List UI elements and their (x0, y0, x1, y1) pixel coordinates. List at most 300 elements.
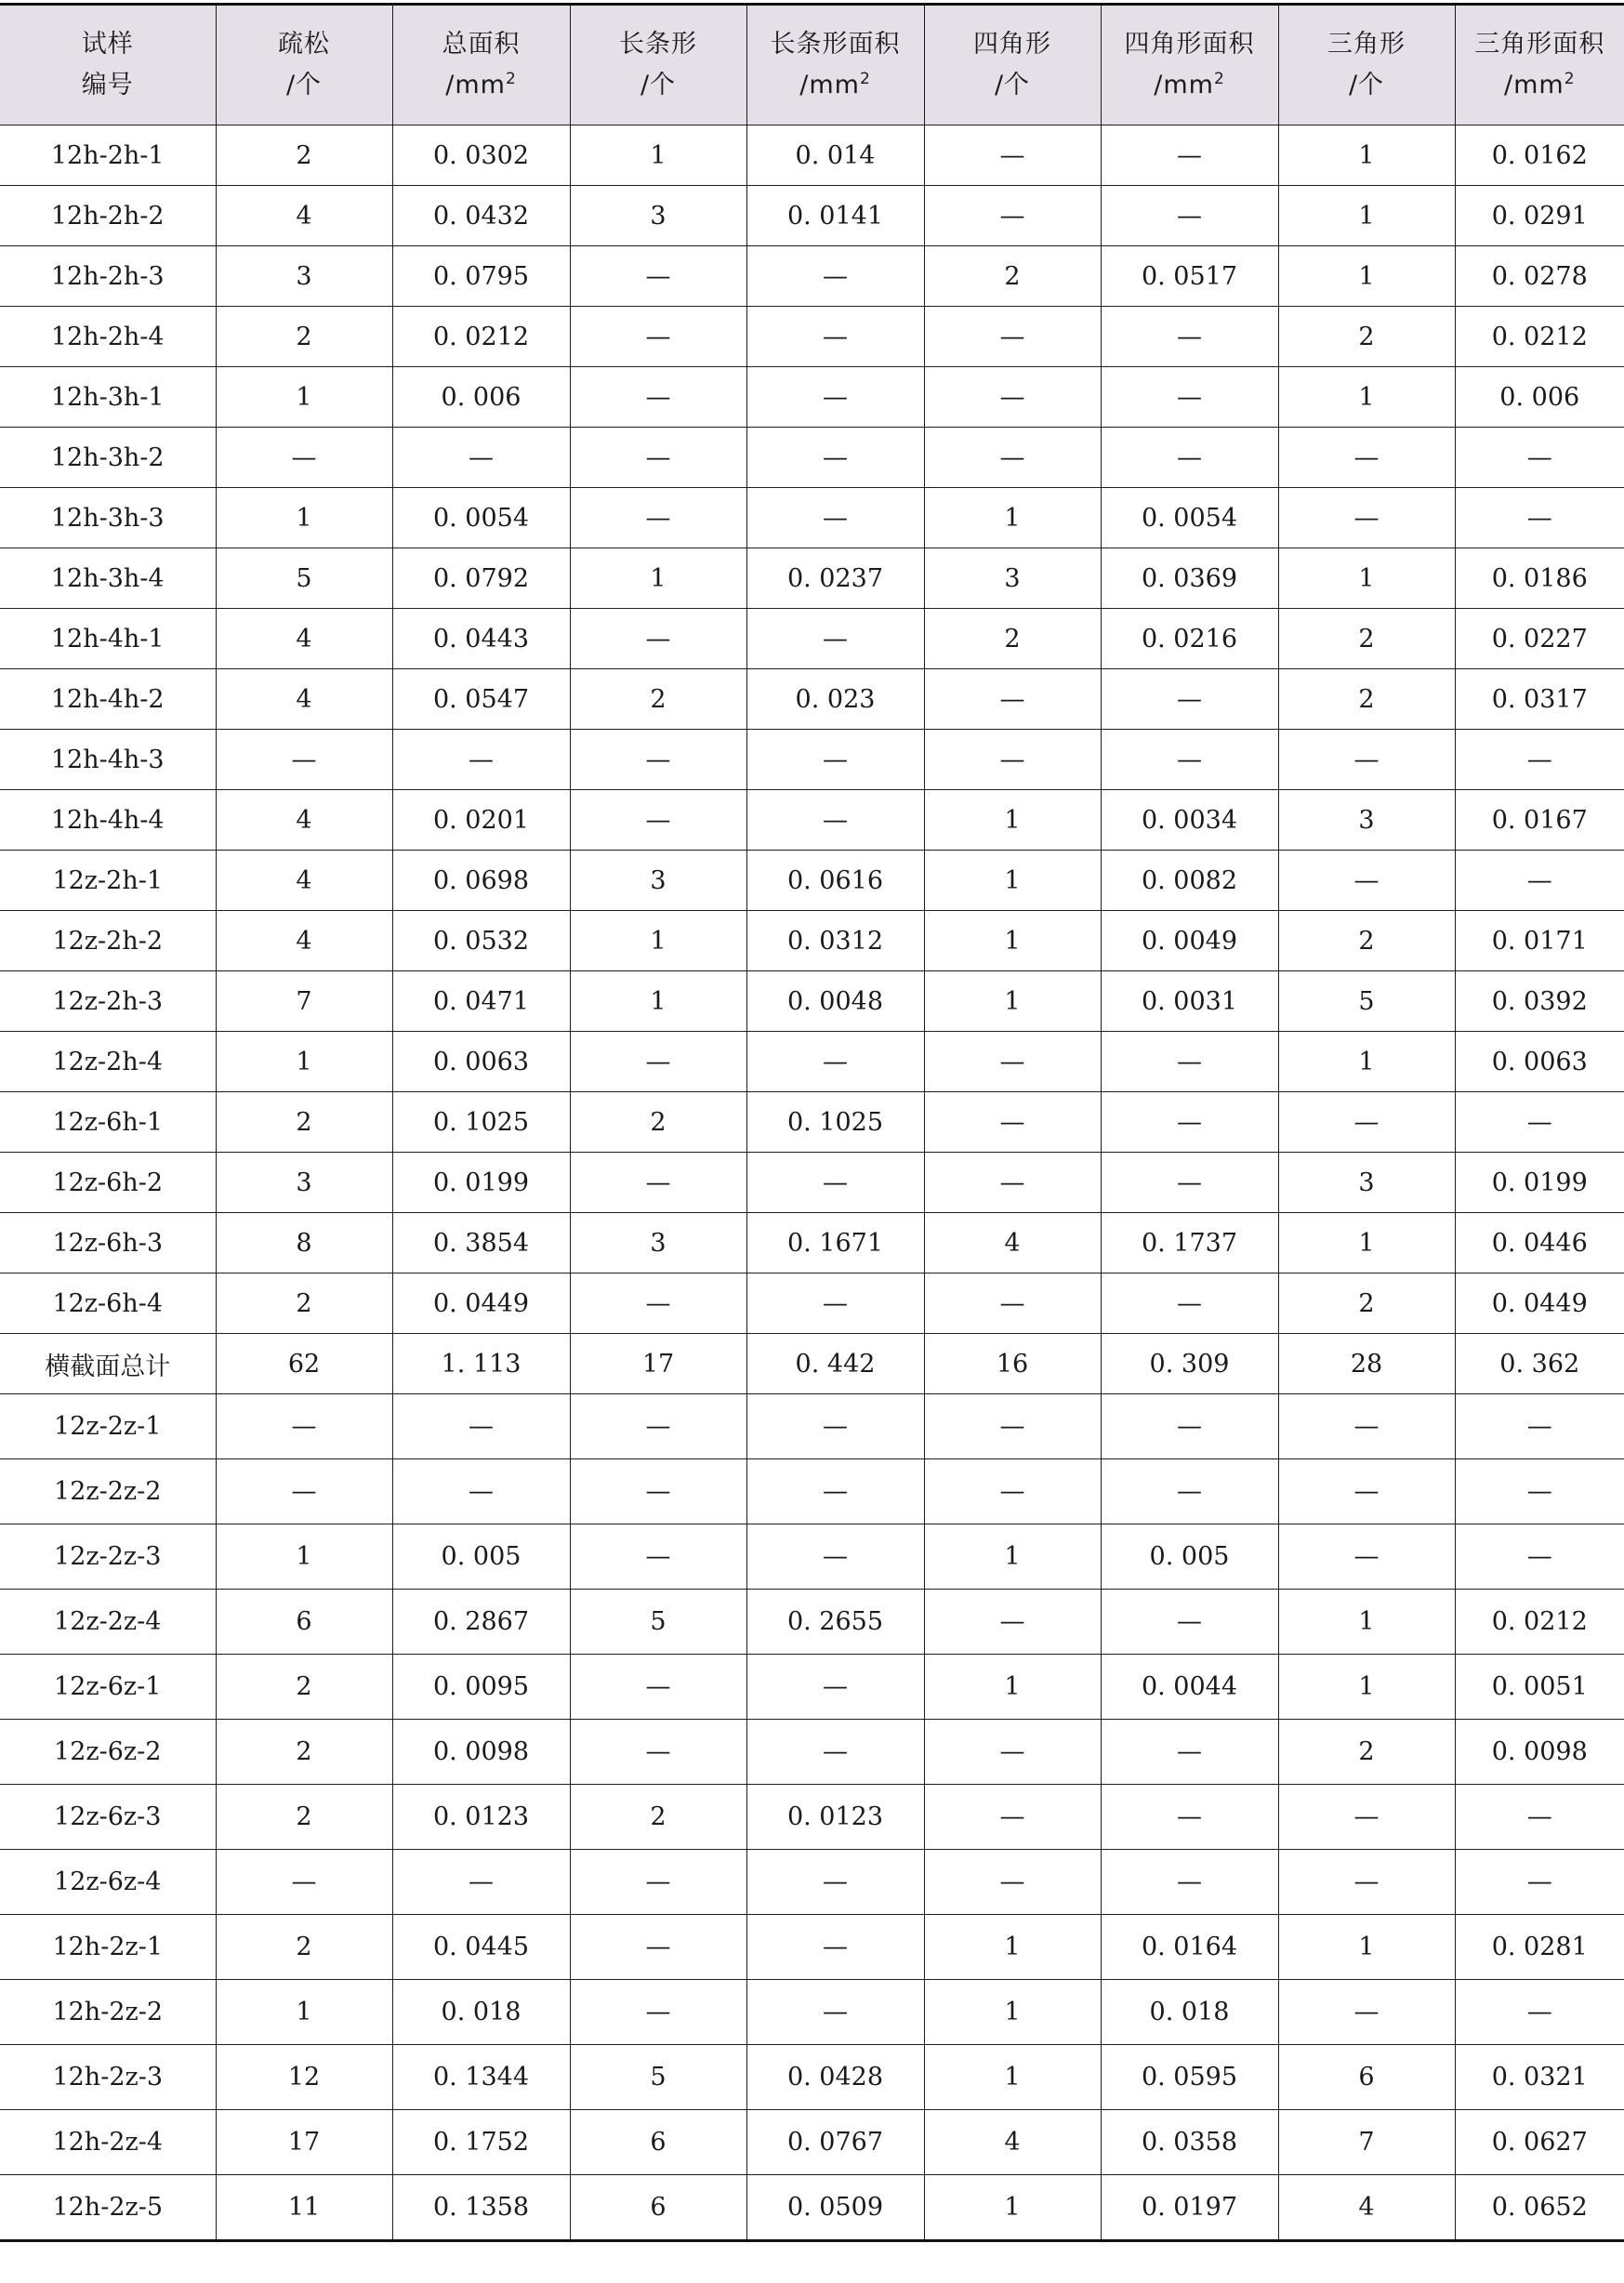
cell-strip-area: — (746, 1524, 924, 1590)
cell-strip-count: — (570, 1153, 746, 1213)
header-line1: 疏松 (278, 30, 330, 59)
cell-sample-id: 12h-2z-3 (0, 2045, 216, 2110)
header-unit: /mm (799, 71, 860, 99)
cell-tri-count: 2 (1278, 609, 1455, 669)
cell-strip-count: 3 (570, 186, 746, 246)
cell-quad-area: 0. 0054 (1101, 488, 1278, 548)
cell-sample-id: 12h-2z-2 (0, 1980, 216, 2045)
cell-tri-area: 0. 0167 (1455, 790, 1624, 851)
cell-porosity-count: — (216, 1459, 392, 1524)
header-tri-count (1278, 5, 1455, 125)
cell-strip-count: — (570, 307, 746, 367)
cell-strip-count: — (570, 730, 746, 790)
header-unit: /个 (640, 71, 677, 99)
table-row (0, 548, 1624, 609)
cell-sample-id: 12z-2z-4 (0, 1590, 216, 1655)
cell-strip-area: — (746, 1720, 924, 1785)
cell-tri-count: — (1278, 1524, 1455, 1590)
cell-strip-count: 17 (570, 1334, 746, 1394)
cell-total-area: — (392, 428, 570, 488)
cell-sample-id: 12z-6h-4 (0, 1273, 216, 1334)
cell-total-area: 0. 0449 (392, 1273, 570, 1334)
cell-strip-count: — (570, 1850, 746, 1915)
cell-quad-count: 3 (924, 548, 1101, 609)
cell-sample-id: 12z-6z-1 (0, 1655, 216, 1720)
cell-strip-area: — (746, 428, 924, 488)
table-row (0, 186, 1624, 246)
cell-strip-count: — (570, 1720, 746, 1785)
cell-quad-area: 0. 0595 (1101, 2045, 1278, 2110)
cell-tri-area: — (1455, 1394, 1624, 1459)
header-unit: 编号 (81, 71, 134, 99)
cell-strip-area: 0. 0141 (746, 186, 924, 246)
cell-quad-count: 4 (924, 1213, 1101, 1273)
header-line1: 四角形面积 (1124, 30, 1255, 59)
cell-quad-area: 0. 0369 (1101, 548, 1278, 609)
table-row (0, 1655, 1624, 1720)
cell-sample-id: 12h-3h-4 (0, 548, 216, 609)
cell-quad-area: — (1101, 428, 1278, 488)
cell-strip-area: — (746, 730, 924, 790)
cell-tri-count: 1 (1278, 367, 1455, 428)
cell-porosity-count: 4 (216, 790, 392, 851)
cell-strip-area: — (746, 488, 924, 548)
cell-sample-id: 12h-4h-2 (0, 669, 216, 730)
table-row (0, 971, 1624, 1032)
cell-quad-area: — (1101, 1273, 1278, 1334)
cell-porosity-count: 1 (216, 1032, 392, 1092)
cell-porosity-count: 4 (216, 851, 392, 911)
cell-quad-area: 0. 0044 (1101, 1655, 1278, 1720)
header-line2 (1279, 65, 1455, 106)
header-unit-exponent: 2 (1564, 70, 1576, 88)
table-row (0, 1213, 1624, 1273)
cell-porosity-count: 4 (216, 911, 392, 971)
cell-quad-area: — (1101, 669, 1278, 730)
cell-porosity-count: 1 (216, 367, 392, 428)
cell-strip-area: — (746, 1915, 924, 1980)
cell-porosity-count: 4 (216, 609, 392, 669)
cell-strip-count: — (570, 1032, 746, 1092)
header-line1: 长条形面积 (770, 30, 901, 59)
cell-quad-area: — (1101, 1092, 1278, 1153)
cell-tri-area: 0. 0627 (1455, 2110, 1624, 2175)
cell-total-area: 0. 0063 (392, 1032, 570, 1092)
cell-tri-area: 0. 0278 (1455, 246, 1624, 307)
cell-quad-area: 0. 0216 (1101, 609, 1278, 669)
cell-quad-count: 16 (924, 1334, 1101, 1394)
cell-total-area: 0. 0098 (392, 1720, 570, 1785)
cell-quad-count: 1 (924, 1655, 1101, 1720)
cell-strip-area: — (746, 1032, 924, 1092)
cell-total-area: 0. 0471 (392, 971, 570, 1032)
cell-sample-id: 12h-3h-3 (0, 488, 216, 548)
cell-tri-count: — (1278, 1459, 1455, 1524)
cell-total-area: — (392, 1394, 570, 1459)
cell-tri-count: 1 (1278, 1213, 1455, 1273)
cell-sample-id: 12z-2h-1 (0, 851, 216, 911)
cell-quad-count: — (924, 186, 1101, 246)
cell-quad-count: — (924, 730, 1101, 790)
cell-sample-id: 12z-2z-2 (0, 1459, 216, 1524)
cell-strip-area: — (746, 609, 924, 669)
cell-strip-count: — (570, 1980, 746, 2045)
cell-tri-area: — (1455, 1785, 1624, 1850)
cell-sample-id: 12z-6h-2 (0, 1153, 216, 1213)
cell-strip-area: 0. 0509 (746, 2175, 924, 2241)
cell-tri-area: 0. 0321 (1455, 2045, 1624, 2110)
cell-quad-area: 0. 005 (1101, 1524, 1278, 1590)
cell-strip-area: — (746, 307, 924, 367)
table-row (0, 730, 1624, 790)
cell-tri-area: 0. 0317 (1455, 669, 1624, 730)
cell-tri-area: — (1455, 730, 1624, 790)
cell-quad-count: 1 (924, 488, 1101, 548)
cell-sample-id: 12h-4h-3 (0, 730, 216, 790)
table-row (0, 911, 1624, 971)
header-line2 (393, 65, 570, 106)
cell-tri-area: 0. 006 (1455, 367, 1624, 428)
header-quad-area (1101, 5, 1278, 125)
cell-tri-count: 2 (1278, 1720, 1455, 1785)
cell-quad-area: — (1101, 730, 1278, 790)
cell-tri-count: — (1278, 1980, 1455, 2045)
cell-strip-count: 1 (570, 971, 746, 1032)
cell-strip-count: 1 (570, 548, 746, 609)
cell-quad-area: — (1101, 1459, 1278, 1524)
cell-porosity-count: 2 (216, 1092, 392, 1153)
cell-tri-count: 5 (1278, 971, 1455, 1032)
cell-tri-area: — (1455, 851, 1624, 911)
table-row (0, 2110, 1624, 2175)
cell-porosity-count: 7 (216, 971, 392, 1032)
cell-quad-count: 1 (924, 2175, 1101, 2241)
cell-total-area: 1. 113 (392, 1334, 570, 1394)
table-row (0, 669, 1624, 730)
cell-porosity-count: — (216, 730, 392, 790)
cell-quad-area: 0. 309 (1101, 1334, 1278, 1394)
cell-quad-count: 1 (924, 911, 1101, 971)
cell-sample-id: 12z-2h-3 (0, 971, 216, 1032)
table-row (0, 790, 1624, 851)
cell-sample-id: 12h-2h-1 (0, 125, 216, 186)
cell-strip-area: 0. 0616 (746, 851, 924, 911)
cell-strip-count: — (570, 609, 746, 669)
cell-tri-count: 2 (1278, 1273, 1455, 1334)
cell-strip-count: — (570, 1655, 746, 1720)
cell-quad-count: — (924, 1785, 1101, 1850)
cell-quad-count: 2 (924, 246, 1101, 307)
cell-strip-count: — (570, 488, 746, 548)
cell-quad-count: — (924, 1459, 1101, 1524)
cell-quad-area: — (1101, 1032, 1278, 1092)
header-unit-exponent: 2 (505, 70, 517, 88)
header-line1: 长条形 (619, 30, 697, 59)
cell-total-area: 0. 0445 (392, 1915, 570, 1980)
cell-strip-area: — (746, 1459, 924, 1524)
cell-tri-count: 1 (1278, 186, 1455, 246)
cell-quad-area: — (1101, 1720, 1278, 1785)
cell-total-area: 0. 0054 (392, 488, 570, 548)
cell-tri-count: 1 (1278, 548, 1455, 609)
cell-sample-id: 12z-2h-4 (0, 1032, 216, 1092)
header-unit: /mm (1503, 71, 1565, 99)
cell-quad-area: — (1101, 307, 1278, 367)
cell-tri-area: 0. 0051 (1455, 1655, 1624, 1720)
cell-porosity-count: 11 (216, 2175, 392, 2241)
cell-tri-area: 0. 0063 (1455, 1032, 1624, 1092)
header-line1: 三角形面积 (1474, 30, 1605, 59)
cell-porosity-count: 1 (216, 488, 392, 548)
cell-tri-count: 1 (1278, 125, 1455, 186)
cell-sample-id: 12h-2z-1 (0, 1915, 216, 1980)
cell-porosity-count: 2 (216, 1655, 392, 1720)
cell-tri-count: 4 (1278, 2175, 1455, 2241)
cell-total-area: 0. 1358 (392, 2175, 570, 2241)
header-unit: /个 (1348, 71, 1385, 99)
cell-tri-count: 1 (1278, 1590, 1455, 1655)
cell-quad-area: — (1101, 186, 1278, 246)
cell-porosity-count: 2 (216, 1915, 392, 1980)
cell-total-area: 0. 1752 (392, 2110, 570, 2175)
header-unit: /mm (445, 71, 506, 99)
cell-tri-area: 0. 0171 (1455, 911, 1624, 971)
cell-quad-area: — (1101, 1785, 1278, 1850)
cell-porosity-count: 2 (216, 1785, 392, 1850)
cell-strip-count: — (570, 1394, 746, 1459)
cell-total-area: 0. 0795 (392, 246, 570, 307)
table-row (0, 1394, 1624, 1459)
table-row (0, 307, 1624, 367)
cell-strip-count: — (570, 790, 746, 851)
cell-porosity-count: — (216, 1394, 392, 1459)
cell-tri-count: 3 (1278, 1153, 1455, 1213)
cell-sample-id: 12z-6z-4 (0, 1850, 216, 1915)
header-line1: 试样 (81, 30, 134, 59)
table-row (0, 125, 1624, 186)
header-line1: 四角形 (973, 30, 1051, 59)
cell-quad-area: 0. 0082 (1101, 851, 1278, 911)
cell-strip-count: 2 (570, 1092, 746, 1153)
cell-strip-count: — (570, 1459, 746, 1524)
cell-strip-count: 1 (570, 911, 746, 971)
cell-tri-count: 1 (1278, 1655, 1455, 1720)
cell-porosity-count: 3 (216, 1153, 392, 1213)
cell-strip-area: 0. 2655 (746, 1590, 924, 1655)
cell-strip-area: — (746, 790, 924, 851)
cell-tri-count: — (1278, 1850, 1455, 1915)
cell-porosity-count: — (216, 428, 392, 488)
cell-tri-count: — (1278, 851, 1455, 911)
cell-total-area: 0. 1025 (392, 1092, 570, 1153)
header-unit: /个 (994, 71, 1031, 99)
header-line2 (571, 65, 746, 106)
cell-sample-id: 12h-2z-4 (0, 2110, 216, 2175)
cell-porosity-count: 2 (216, 307, 392, 367)
cell-tri-count: 1 (1278, 1915, 1455, 1980)
table-row (0, 1720, 1624, 1785)
header-unit: /个 (285, 71, 323, 99)
cell-tri-count: 2 (1278, 911, 1455, 971)
cell-strip-count: 1 (570, 125, 746, 186)
cell-quad-count: 1 (924, 971, 1101, 1032)
header-line1: 三角形 (1327, 30, 1406, 59)
cell-tri-area: 0. 362 (1455, 1334, 1624, 1394)
table-row (0, 1273, 1624, 1334)
cell-strip-count: 3 (570, 1213, 746, 1273)
table-body (0, 125, 1624, 2241)
cell-sample-id: 12h-2h-4 (0, 307, 216, 367)
cell-sample-id: 12h-2h-3 (0, 246, 216, 307)
cell-sample-id: 12h-2z-5 (0, 2175, 216, 2241)
cell-sample-id: 12z-6z-2 (0, 1720, 216, 1785)
table-row (0, 1032, 1624, 1092)
header-total-area (392, 5, 570, 125)
header-strip-area (746, 5, 924, 125)
cell-strip-count: 2 (570, 669, 746, 730)
cell-quad-count: 2 (924, 609, 1101, 669)
cell-strip-area: 0. 0312 (746, 911, 924, 971)
cell-tri-area: 0. 0199 (1455, 1153, 1624, 1213)
cell-quad-count: — (924, 1032, 1101, 1092)
header-row (0, 5, 1624, 125)
header-line2 (1102, 65, 1278, 106)
cell-tri-count: — (1278, 1394, 1455, 1459)
table-row (0, 2175, 1624, 2241)
cell-strip-count: — (570, 1273, 746, 1334)
cell-strip-area: 0. 0428 (746, 2045, 924, 2110)
cell-strip-area: — (746, 1153, 924, 1213)
cell-quad-count: — (924, 1720, 1101, 1785)
cell-tri-count: 1 (1278, 246, 1455, 307)
table-row (0, 246, 1624, 307)
cell-quad-count: — (924, 1153, 1101, 1213)
cell-strip-count: 5 (570, 1590, 746, 1655)
cell-quad-count: — (924, 428, 1101, 488)
cell-porosity-count: 1 (216, 1980, 392, 2045)
cell-quad-area: — (1101, 1590, 1278, 1655)
cell-strip-area: 0. 014 (746, 125, 924, 186)
cell-tri-count: 2 (1278, 669, 1455, 730)
cell-quad-area: 0. 0049 (1101, 911, 1278, 971)
cell-quad-count: 1 (924, 2045, 1101, 2110)
cell-quad-area: 0. 0358 (1101, 2110, 1278, 2175)
table-row (0, 1092, 1624, 1153)
cell-total-area: 0. 0698 (392, 851, 570, 911)
cell-sample-id: 12h-4h-1 (0, 609, 216, 669)
cell-strip-area: 0. 0237 (746, 548, 924, 609)
cell-tri-area: 0. 0212 (1455, 1590, 1624, 1655)
cell-quad-area: 0. 0034 (1101, 790, 1278, 851)
table-row (0, 1590, 1624, 1655)
header-line2 (747, 65, 924, 106)
cell-strip-area: 0. 1025 (746, 1092, 924, 1153)
cell-total-area: 0. 1344 (392, 2045, 570, 2110)
cell-strip-count: — (570, 1524, 746, 1590)
table-row (0, 2045, 1624, 2110)
table-row (0, 428, 1624, 488)
cell-porosity-count: 2 (216, 1720, 392, 1785)
cell-quad-area: 0. 018 (1101, 1980, 1278, 2045)
cell-tri-count: — (1278, 1785, 1455, 1850)
cell-quad-count: — (924, 1092, 1101, 1153)
cell-strip-count: — (570, 428, 746, 488)
cell-tri-count: 28 (1278, 1334, 1455, 1394)
cell-total-area: 0. 0532 (392, 911, 570, 971)
cell-tri-count: 2 (1278, 307, 1455, 367)
cell-quad-count: — (924, 1273, 1101, 1334)
cell-quad-count: 1 (924, 1524, 1101, 1590)
cell-porosity-count: 4 (216, 669, 392, 730)
cell-tri-area: 0. 0162 (1455, 125, 1624, 186)
cell-quad-area: 0. 0164 (1101, 1915, 1278, 1980)
cell-strip-count: 5 (570, 2045, 746, 2110)
table-row (0, 1915, 1624, 1980)
cell-quad-count: 1 (924, 1980, 1101, 2045)
cell-strip-area: — (746, 1980, 924, 2045)
cell-tri-area: — (1455, 1092, 1624, 1153)
cell-strip-area: 0. 442 (746, 1334, 924, 1394)
cell-porosity-count: 5 (216, 548, 392, 609)
cell-strip-count: 2 (570, 1785, 746, 1850)
cell-porosity-count: 12 (216, 2045, 392, 2110)
table-row (0, 1850, 1624, 1915)
cell-quad-count: 4 (924, 2110, 1101, 2175)
cell-sample-id: 12z-6z-3 (0, 1785, 216, 1850)
cell-sample-id: 12h-2h-2 (0, 186, 216, 246)
table-row (0, 367, 1624, 428)
cell-sample-id: 横截面总计 (0, 1334, 216, 1394)
cell-total-area: 0. 0792 (392, 548, 570, 609)
cell-sample-id: 12z-2z-1 (0, 1394, 216, 1459)
cell-tri-area: 0. 0446 (1455, 1213, 1624, 1273)
table-row (0, 1459, 1624, 1524)
cell-quad-count: — (924, 1394, 1101, 1459)
cell-quad-count: — (924, 307, 1101, 367)
cell-quad-area: 0. 0197 (1101, 2175, 1278, 2241)
cell-strip-area: 0. 0767 (746, 2110, 924, 2175)
table-row-total (0, 1334, 1624, 1394)
table-row (0, 609, 1624, 669)
cell-tri-count: 1 (1278, 1032, 1455, 1092)
table-row (0, 1153, 1624, 1213)
cell-strip-count: — (570, 367, 746, 428)
cell-tri-count: 6 (1278, 2045, 1455, 2110)
cell-strip-area: 0. 0048 (746, 971, 924, 1032)
cell-porosity-count: 2 (216, 125, 392, 186)
cell-tri-area: 0. 0186 (1455, 548, 1624, 609)
cell-strip-area: — (746, 1394, 924, 1459)
cell-strip-area: — (746, 1850, 924, 1915)
cell-porosity-count: 2 (216, 1273, 392, 1334)
header-line2 (0, 65, 216, 106)
cell-tri-area: — (1455, 1524, 1624, 1590)
cell-sample-id: 12z-2z-3 (0, 1524, 216, 1590)
cell-sample-id: 12z-6h-3 (0, 1213, 216, 1273)
cell-quad-area: — (1101, 1394, 1278, 1459)
header-line1: 总面积 (442, 30, 521, 59)
cell-total-area: 0. 006 (392, 367, 570, 428)
cell-tri-count: — (1278, 1092, 1455, 1153)
cell-total-area: 0. 005 (392, 1524, 570, 1590)
porosity-table (0, 3, 1624, 2242)
cell-total-area: — (392, 1459, 570, 1524)
cell-quad-count: 1 (924, 790, 1101, 851)
header-line2 (217, 65, 392, 106)
cell-total-area: 0. 0199 (392, 1153, 570, 1213)
cell-total-area: — (392, 730, 570, 790)
cell-porosity-count: — (216, 1850, 392, 1915)
